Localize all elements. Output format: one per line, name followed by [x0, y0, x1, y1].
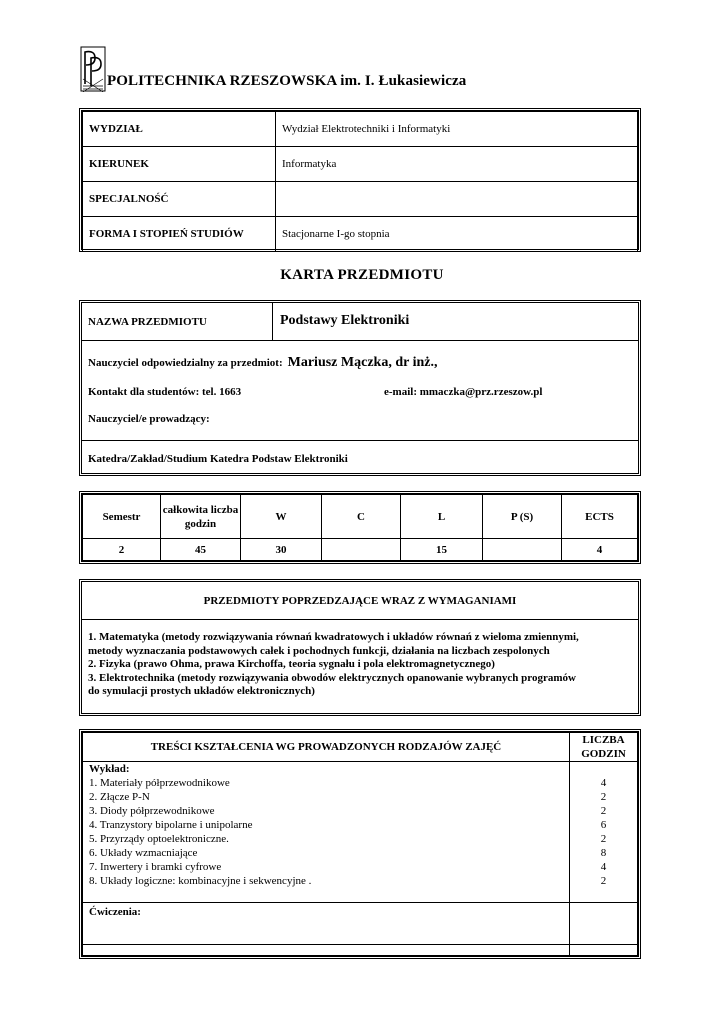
table-row	[83, 945, 638, 956]
project-value	[483, 539, 562, 561]
subject-name-label: NAZWA PRZEDMIOTU	[88, 316, 207, 328]
lecture-value: 30	[241, 539, 322, 561]
list-item: 1. Matematyka (metody rozwiązywania równań kwadratowych i układów równań z wieloma zmiennymi,	[88, 631, 579, 643]
list-item: 1. Materiały półprzewodnikowe	[89, 777, 230, 789]
hours-value: 4	[600, 861, 607, 873]
specialty-value	[276, 182, 638, 217]
subject-name-row	[82, 303, 638, 341]
table-row	[83, 539, 638, 561]
table-row	[83, 182, 638, 217]
lab-value: 15	[401, 539, 483, 561]
ects-value: 4	[562, 539, 638, 561]
teacher-label: Nauczyciel odpowiedzialny za przedmiot:	[88, 357, 283, 369]
lecture-cell	[83, 762, 570, 903]
prerequisites-header	[82, 582, 638, 620]
contact-email: e-mail: mmaczka@prz.rzeszow.pl	[384, 386, 543, 398]
empty-cell	[83, 945, 570, 956]
university-crest-icon	[80, 46, 106, 92]
project-header: P (S)	[483, 495, 562, 539]
lab-header: L	[401, 495, 483, 539]
table-row	[83, 733, 638, 762]
hours-value: 2	[600, 875, 607, 887]
prerequisites-box	[79, 579, 641, 716]
list-item: 4. Tranzystory bipolarne i unipolarne	[89, 819, 253, 831]
total-hours-value: 45	[161, 539, 241, 561]
exercises-label: Ćwiczenia:	[89, 906, 141, 918]
exercise-value	[322, 539, 401, 561]
content-title: TREŚCI KSZTAŁCENIA WG PROWADZONYCH RODZAJÓW ZAJĘĆ	[83, 733, 570, 762]
prerequisites-list	[88, 631, 636, 699]
list-item: 6. Układy wzmacniające	[89, 847, 198, 859]
exercises-cell	[83, 903, 570, 945]
list-item: 7. Inwertery i bramki cyfrowe	[89, 861, 222, 873]
lecture-hours-cell	[570, 762, 638, 903]
semester-header: Semestr	[83, 495, 161, 539]
list-item: 2. Fizyka (prawo Ohma, prawa Kirchoffa, teoria sygnału i pola elektromagnetycznego)	[88, 658, 495, 670]
hours-value: 4	[600, 777, 607, 789]
study-form-value: Stacjonarne I-go stopnia	[276, 217, 638, 252]
contact-phone: Kontakt dla studentów: tel. 1663	[88, 386, 242, 398]
table-row	[83, 762, 638, 903]
list-item: metody wyznaczania podstawowych całek i pochodnych funkcji, działania na liczbach zespolonych	[88, 644, 550, 657]
faculty-value: Wydział Elektrotechniki i Informatyki	[276, 112, 638, 147]
field-value: Informatyka	[276, 147, 638, 182]
hours-header-line: LICZBA	[582, 734, 625, 746]
faculty-label: WYDZIAŁ	[83, 112, 276, 147]
divider	[272, 303, 273, 340]
hours-value: 2	[600, 833, 607, 845]
content-table	[79, 729, 641, 959]
department: Katedra/Zakład/Studium Katedra Podstaw Elektroniki	[88, 453, 348, 465]
table-row	[83, 495, 638, 539]
table-row	[83, 147, 638, 182]
divider	[82, 440, 638, 441]
study-form-label: FORMA I STOPIEŃ STUDIÓW	[83, 217, 276, 252]
hours-value: 2	[600, 791, 607, 803]
faculty-info-table	[79, 108, 641, 252]
instructors-label: Nauczyciel/e prowadzący:	[88, 413, 210, 425]
hours-header-line: GODZIN	[581, 748, 626, 760]
field-label: KIERUNEK	[83, 147, 276, 182]
total-hours-header: całkowita liczba godzin	[161, 495, 241, 539]
subject-name: Podstawy Elektroniki	[280, 313, 410, 328]
table-row	[83, 217, 638, 252]
list-item: 3. Diody półprzewodnikowe	[89, 805, 215, 817]
lecture-header: W	[241, 495, 322, 539]
specialty-label: SPECJALNOŚĆ	[83, 182, 276, 217]
page-title: KARTA PRZEDMIOTU	[280, 267, 444, 283]
list-item: 3. Elektrotechnika (metody rozwiązywania obwodów elektrycznych opanowanie wybranych programów	[88, 671, 576, 684]
exercises-hours-cell	[570, 903, 638, 945]
subject-box	[79, 300, 641, 476]
hours-value: 2	[600, 805, 607, 817]
hours-value: 8	[600, 847, 607, 859]
ects-header: ECTS	[562, 495, 638, 539]
list-item: do symulacji prostych układów elektronicznych)	[88, 685, 315, 697]
hours-value: 6	[600, 819, 607, 831]
hours-header	[570, 733, 638, 762]
teacher-row	[88, 355, 437, 371]
spacer	[570, 762, 637, 776]
empty-cell	[570, 945, 638, 956]
table-row	[83, 112, 638, 147]
list-item: 8. Układy logiczne: kombinacyjne i sekwencyjne .	[89, 875, 312, 887]
semester-value: 2	[83, 539, 161, 561]
table-row	[83, 903, 638, 945]
exercise-header: C	[322, 495, 401, 539]
hours-table	[79, 491, 641, 564]
teacher-name: Mariusz Mączka, dr inż.,	[287, 355, 438, 370]
list-item: 2. Złącze P-N	[89, 791, 150, 803]
lecture-label: Wykład:	[89, 763, 130, 775]
prerequisites-title: PRZEDMIOTY POPRZEDZAJĄCE WRAZ Z WYMAGANIAMI	[203, 595, 517, 607]
university-name: POLITECHNIKA RZESZOWSKA im. I. Łukasiewicza	[107, 73, 467, 89]
list-item: 5. Przyrządy optoelektroniczne.	[89, 833, 229, 845]
